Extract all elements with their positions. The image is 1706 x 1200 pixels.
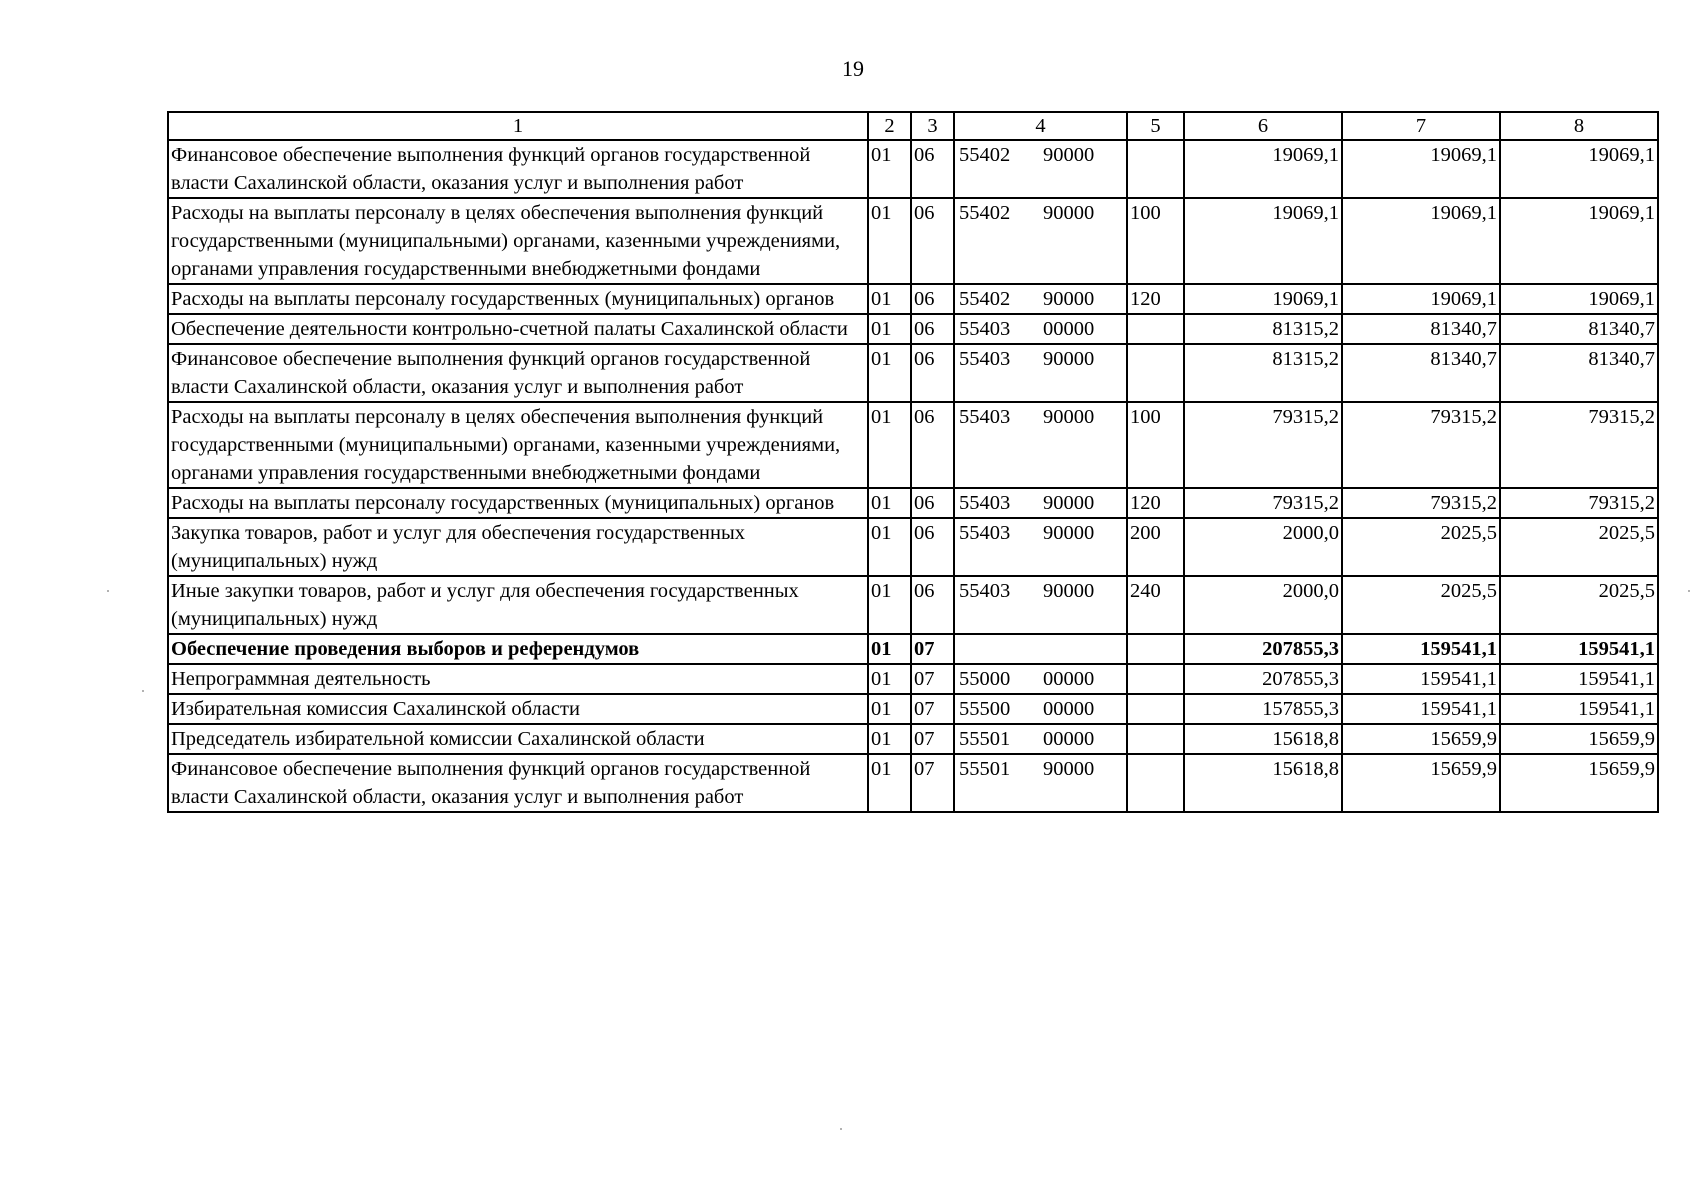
amount-col6: 157855,3 <box>1184 694 1342 724</box>
subsection-code: 07 <box>911 724 954 754</box>
amount-col8: 15659,9 <box>1500 754 1658 812</box>
item-name: Финансовое обеспечение выполнения функций органов государственной власти Сахалинской области, оказания услуг и выполнения работ <box>168 344 868 402</box>
target-article-code <box>954 284 1127 314</box>
section-code: 01 <box>868 694 911 724</box>
direction-code: 90000 <box>1043 522 1095 544</box>
amount-col8: 159541,1 <box>1500 694 1658 724</box>
scan-speck <box>142 690 144 692</box>
subsection-code: 06 <box>911 576 954 634</box>
section-code: 01 <box>868 518 911 576</box>
budget-table <box>167 111 1659 813</box>
column-header: 1 <box>168 112 868 140</box>
table-row <box>168 488 1658 518</box>
amount-col6: 15618,8 <box>1184 724 1342 754</box>
column-header: 7 <box>1342 112 1500 140</box>
subsection-code: 07 <box>911 664 954 694</box>
amount-col7: 159541,1 <box>1342 634 1500 664</box>
table-row-section-total <box>168 634 1658 664</box>
target-article-code <box>954 402 1127 488</box>
expense-type-code: 200 <box>1127 518 1184 576</box>
subsection-code: 07 <box>911 754 954 812</box>
scan-speck <box>840 1128 842 1130</box>
item-name: Финансовое обеспечение выполнения функций органов государственной власти Сахалинской области, оказания услуг и выполнения работ <box>168 754 868 812</box>
target-article-code <box>954 314 1127 344</box>
table-row <box>168 198 1658 284</box>
direction-code: 00000 <box>1043 318 1095 340</box>
amount-col7: 159541,1 <box>1342 694 1500 724</box>
amount-col8: 81340,7 <box>1500 344 1658 402</box>
direction-code: 00000 <box>1043 698 1095 720</box>
subsection-code: 06 <box>911 402 954 488</box>
amount-col8: 159541,1 <box>1500 634 1658 664</box>
section-code: 01 <box>868 576 911 634</box>
amount-col8: 2025,5 <box>1500 576 1658 634</box>
amount-col7: 19069,1 <box>1342 198 1500 284</box>
direction-code: 90000 <box>1043 492 1095 514</box>
item-name: Расходы на выплаты персоналу в целях обеспечения выполнения функций государственными (муниципальными) органами, казенными учреждениями, органами управления государственными внебюджетными фондами <box>168 402 868 488</box>
section-code: 01 <box>868 402 911 488</box>
program-code: 55403 <box>959 580 1011 602</box>
program-code: 55403 <box>959 492 1011 514</box>
section-code: 01 <box>868 344 911 402</box>
page-number: 19 <box>842 56 864 81</box>
section-code: 01 <box>868 284 911 314</box>
target-article-code <box>954 344 1127 402</box>
item-name: Финансовое обеспечение выполнения функций органов государственной власти Сахалинской области, оказания услуг и выполнения работ <box>168 140 868 198</box>
table-row <box>168 694 1658 724</box>
table-row <box>168 344 1658 402</box>
subsection-code: 07 <box>911 634 954 664</box>
expense-type-code <box>1127 344 1184 402</box>
table-row <box>168 724 1658 754</box>
program-code: 55402 <box>959 288 1011 310</box>
program-code: 55403 <box>959 522 1011 544</box>
expense-type-code <box>1127 724 1184 754</box>
item-name: Непрограммная деятельность <box>168 664 868 694</box>
subsection-code: 06 <box>911 198 954 284</box>
section-code: 01 <box>868 724 911 754</box>
amount-col7: 19069,1 <box>1342 140 1500 198</box>
amount-col6: 2000,0 <box>1184 576 1342 634</box>
section-code: 01 <box>868 488 911 518</box>
direction-code: 90000 <box>1043 144 1095 166</box>
column-header: 4 <box>954 112 1127 140</box>
column-header: 2 <box>868 112 911 140</box>
amount-col6: 81315,2 <box>1184 314 1342 344</box>
subsection-code: 07 <box>911 694 954 724</box>
amount-col8: 159541,1 <box>1500 664 1658 694</box>
section-code: 01 <box>868 634 911 664</box>
amount-col8: 15659,9 <box>1500 724 1658 754</box>
amount-col6: 79315,2 <box>1184 402 1342 488</box>
direction-code: 00000 <box>1043 668 1095 690</box>
expense-type-code <box>1127 694 1184 724</box>
amount-col6: 19069,1 <box>1184 140 1342 198</box>
amount-col7: 79315,2 <box>1342 402 1500 488</box>
amount-col6: 19069,1 <box>1184 198 1342 284</box>
expense-type-code <box>1127 754 1184 812</box>
amount-col7: 81340,7 <box>1342 314 1500 344</box>
amount-col6: 79315,2 <box>1184 488 1342 518</box>
amount-col7: 15659,9 <box>1342 754 1500 812</box>
target-article-code <box>954 724 1127 754</box>
direction-code: 90000 <box>1043 288 1095 310</box>
item-name: Закупка товаров, работ и услуг для обеспечения государственных (муниципальных) нужд <box>168 518 868 576</box>
expense-type-code: 120 <box>1127 284 1184 314</box>
scan-speck <box>107 590 109 592</box>
expense-type-code: 120 <box>1127 488 1184 518</box>
column-header: 6 <box>1184 112 1342 140</box>
column-header: 3 <box>911 112 954 140</box>
section-code: 01 <box>868 198 911 284</box>
target-article-code <box>954 754 1127 812</box>
direction-code: 90000 <box>1043 406 1095 428</box>
target-article-code <box>954 518 1127 576</box>
section-code: 01 <box>868 664 911 694</box>
expense-type-code <box>1127 634 1184 664</box>
amount-col7: 15659,9 <box>1342 724 1500 754</box>
table-row <box>168 314 1658 344</box>
section-code: 01 <box>868 314 911 344</box>
amount-col6: 207855,3 <box>1184 664 1342 694</box>
expense-type-code: 100 <box>1127 402 1184 488</box>
expense-type-code <box>1127 140 1184 198</box>
table-row <box>168 664 1658 694</box>
subsection-code: 06 <box>911 284 954 314</box>
item-name: Расходы на выплаты персоналу в целях обеспечения выполнения функций государственными (муниципальными) органами, казенными учреждениями, органами управления государственными внебюджетными фондами <box>168 198 868 284</box>
target-article-code <box>954 198 1127 284</box>
direction-code: 90000 <box>1043 348 1095 370</box>
amount-col8: 19069,1 <box>1500 198 1658 284</box>
amount-col6: 19069,1 <box>1184 284 1342 314</box>
amount-col7: 2025,5 <box>1342 518 1500 576</box>
expense-type-code <box>1127 664 1184 694</box>
target-article-code <box>954 694 1127 724</box>
header-row <box>168 112 1658 140</box>
direction-code: 90000 <box>1043 580 1095 602</box>
program-code: 55403 <box>959 318 1011 340</box>
target-article-code <box>954 576 1127 634</box>
amount-col8: 81340,7 <box>1500 314 1658 344</box>
amount-col8: 79315,2 <box>1500 488 1658 518</box>
target-article-code <box>954 634 1127 664</box>
subsection-code: 06 <box>911 488 954 518</box>
column-header: 8 <box>1500 112 1658 140</box>
subsection-code: 06 <box>911 140 954 198</box>
direction-code: 00000 <box>1043 728 1095 750</box>
target-article-code <box>954 140 1127 198</box>
program-code: 55501 <box>959 758 1011 780</box>
table-row <box>168 402 1658 488</box>
scan-speck <box>1688 590 1690 592</box>
column-header: 5 <box>1127 112 1184 140</box>
item-name: Обеспечение проведения выборов и референдумов <box>168 634 868 664</box>
amount-col8: 2025,5 <box>1500 518 1658 576</box>
item-name: Иные закупки товаров, работ и услуг для обеспечения государственных (муниципальных) нужд <box>168 576 868 634</box>
expense-type-code: 100 <box>1127 198 1184 284</box>
item-name: Председатель избирательной комиссии Сахалинской области <box>168 724 868 754</box>
amount-col6: 15618,8 <box>1184 754 1342 812</box>
target-article-code <box>954 664 1127 694</box>
expense-type-code <box>1127 314 1184 344</box>
item-name: Расходы на выплаты персоналу государственных (муниципальных) органов <box>168 488 868 518</box>
subsection-code: 06 <box>911 314 954 344</box>
table-row <box>168 576 1658 634</box>
program-code: 55402 <box>959 202 1011 224</box>
section-code: 01 <box>868 140 911 198</box>
amount-col7: 159541,1 <box>1342 664 1500 694</box>
amount-col8: 19069,1 <box>1500 140 1658 198</box>
direction-code: 90000 <box>1043 758 1095 780</box>
direction-code: 90000 <box>1043 202 1095 224</box>
expense-type-code: 240 <box>1127 576 1184 634</box>
table-row <box>168 518 1658 576</box>
program-code: 55000 <box>959 668 1011 690</box>
item-name: Расходы на выплаты персоналу государственных (муниципальных) органов <box>168 284 868 314</box>
subsection-code: 06 <box>911 344 954 402</box>
program-code: 55402 <box>959 144 1011 166</box>
program-code: 55501 <box>959 728 1011 750</box>
section-code: 01 <box>868 754 911 812</box>
amount-col7: 79315,2 <box>1342 488 1500 518</box>
amount-col8: 19069,1 <box>1500 284 1658 314</box>
amount-col7: 19069,1 <box>1342 284 1500 314</box>
amount-col6: 81315,2 <box>1184 344 1342 402</box>
table-row <box>168 284 1658 314</box>
program-code: 55500 <box>959 698 1011 720</box>
subsection-code: 06 <box>911 518 954 576</box>
amount-col8: 79315,2 <box>1500 402 1658 488</box>
table-row <box>168 140 1658 198</box>
table-row <box>168 754 1658 812</box>
program-code: 55403 <box>959 348 1011 370</box>
target-article-code <box>954 488 1127 518</box>
amount-col7: 2025,5 <box>1342 576 1500 634</box>
amount-col6: 2000,0 <box>1184 518 1342 576</box>
amount-col7: 81340,7 <box>1342 344 1500 402</box>
item-name: Избирательная комиссия Сахалинской области <box>168 694 868 724</box>
program-code: 55403 <box>959 406 1011 428</box>
item-name: Обеспечение деятельности контрольно-счетной палаты Сахалинской области <box>168 314 868 344</box>
amount-col6: 207855,3 <box>1184 634 1342 664</box>
